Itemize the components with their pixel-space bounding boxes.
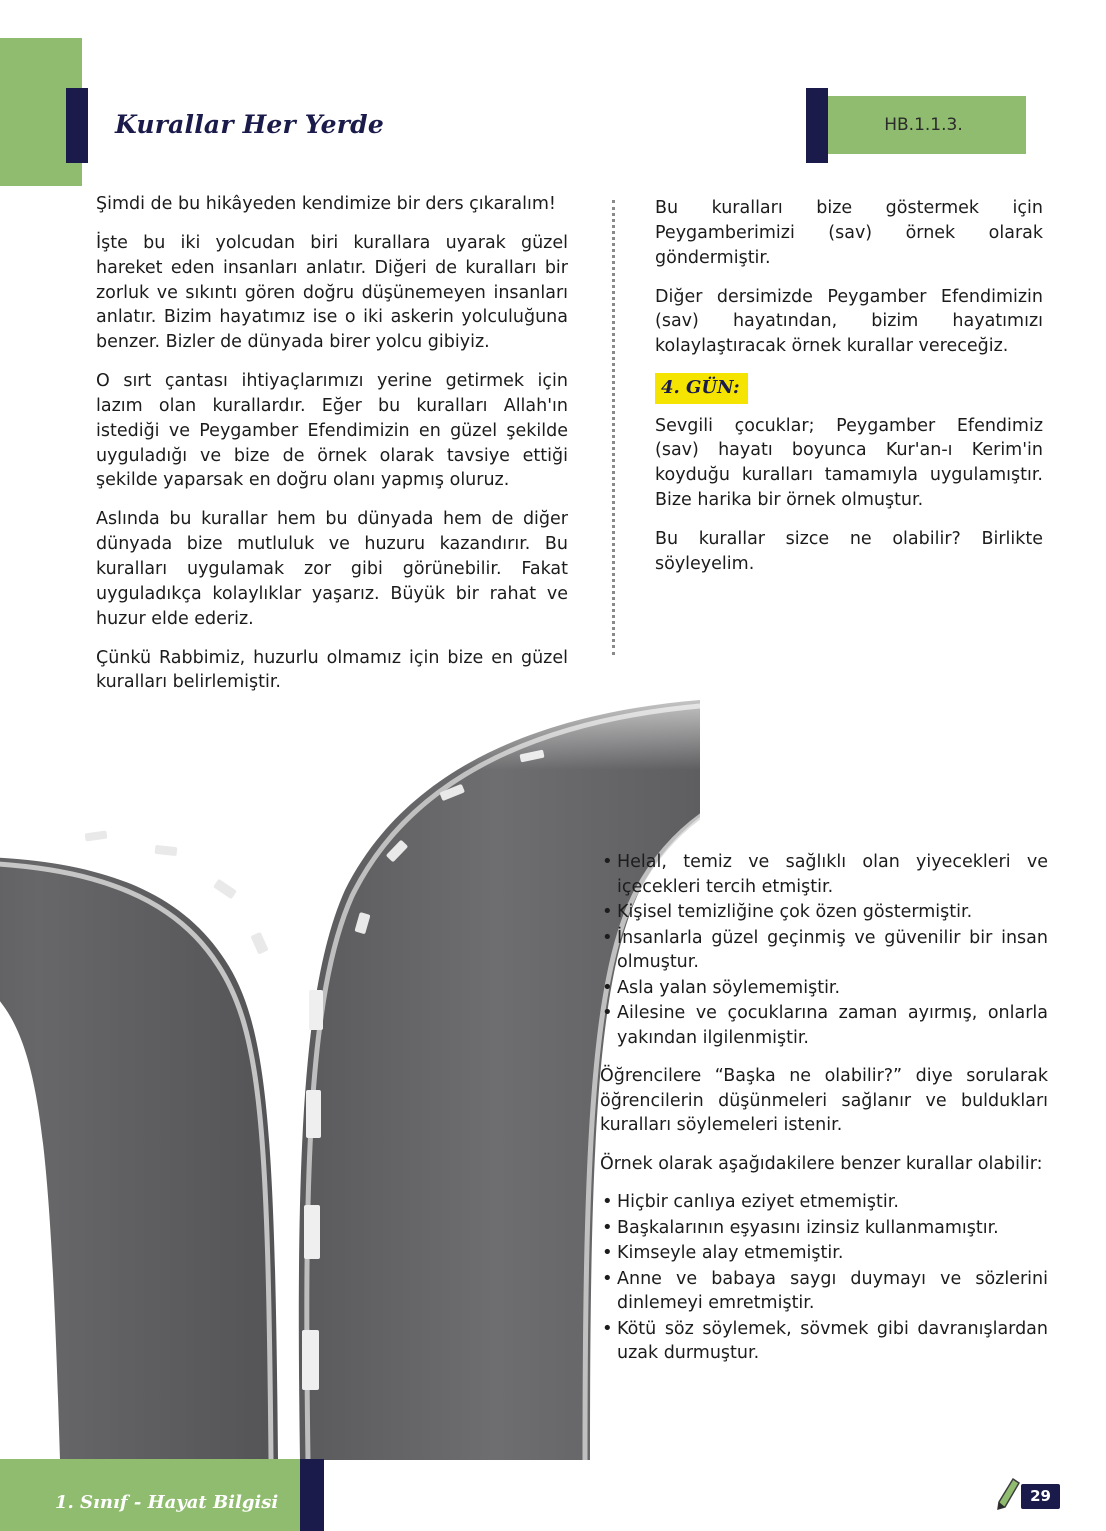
- pencil-icon: [996, 1477, 1022, 1511]
- paragraph: Sevgili çocuklar; Peygamber Efendimiz (sav) hayatı boyunca Kur'an-ı Kerim'in koyduğu kuralları tamamıyla uygulamıştır. Bize harika bir örnek olmuştur.: [655, 415, 1043, 511]
- list-item: • Helal, temiz ve sağlıklı olan yiyecekleri ve içecekleri tercih etmiştir.: [600, 850, 1048, 899]
- left-text-column: [96, 192, 568, 709]
- paragraph: Aslında bu kurallar hem bu dünyada hem de diğer dünyada bize mutluluk ve huzuru kazandırır. Bu kuralları uygulamak zor gibi görünebilir. Fakat uyguladıkça kolaylıklar yaşarız. Büyük bir rahat ve huzur elde ederiz.: [96, 509, 568, 629]
- outcome-code: HB.1.1.3.: [884, 115, 963, 135]
- list-item: • Başkalarının eşyasını izinsiz kullanmamıştır.: [600, 1216, 1048, 1241]
- page-title: Kurallar Her Yerde: [115, 110, 384, 139]
- paragraph: Öğrencilere “Başka ne olabilir?” diye sorularak öğrencilerin düşünmeleri sağlanır ve buldukları kuralları söylemeleri istenir.: [600, 1066, 1048, 1135]
- rules-list-first: [600, 850, 1048, 1050]
- paragraph: O sırt çantası ihtiyaçlarımızı yerine getirmek için lazım olan kurallardır. Eğer bu kuralları Allah'ın istediği ve Peygamber Efendimizin en güzel şekilde uyguladığı ve bize de örnek olarak tavsiye ettiği şekilde yaparsak en doğru olanı yapmış oluruz.: [96, 371, 568, 491]
- column-divider: [612, 200, 615, 655]
- header-navy-bar-left: [66, 88, 88, 163]
- footer-navy-bar: [300, 1459, 324, 1531]
- list-item: • Anne ve babaya saygı duymayı ve sözlerini dinlemeyi emretmiştir.: [600, 1267, 1048, 1316]
- paragraph: İşte bu iki yolcudan biri kurallara uyarak güzel hareket eden insanları anlatır. Diğeri de kuralları bir zorluk ve sıkıntı gören doğru düşünemeyen insanları anlatır. Bizim hayatımız ise o iki askerin yolculuğuna benzer. Bizler de dünyada birer yolcu gibiyiz.: [96, 232, 568, 353]
- page-number: 29: [1021, 1484, 1060, 1509]
- list-item: • İnsanlarla güzel geçinmiş ve güvenilir bir insan olmuştur.: [600, 926, 1048, 975]
- list-item: • Asla yalan söylememiştir.: [600, 976, 1048, 1001]
- paragraph: Bu kurallar sizce ne olabilir? Birlikte söyleyelim.: [655, 528, 1043, 574]
- list-item: • Ailesine ve çocuklarına zaman ayırmış, onlarla yakından ilgilenmiştir.: [600, 1001, 1048, 1050]
- footer-label: 1. Sınıf - Hayat Bilgisi: [55, 1492, 279, 1513]
- paragraph: Örnek olarak aşağıdakilere benzer kurallar olabilir:: [600, 1153, 1043, 1174]
- paragraph: Çünkü Rabbimiz, huzurlu olmamız için bize en güzel kuralları belirlemiştir.: [96, 647, 568, 693]
- list-item: • Kimseyle alay etmemiştir.: [600, 1241, 1048, 1266]
- list-item: • Hiçbir canlıya eziyet etmemiştir.: [600, 1190, 1048, 1215]
- day-badge: 4. GÜN:: [655, 373, 748, 404]
- paragraph: Diğer dersimizde Peygamber Efendimizin (sav) hayatından, bizim hayatımızı kolaylaştıracak örnek kurallar vereceğiz.: [655, 286, 1043, 357]
- list-item: • Kişisel temizliğine çok özen göstermiştir.: [600, 900, 1048, 925]
- list-item: • Kötü söz söylemek, sövmek gibi davranışlardan uzak durmuştur.: [600, 1317, 1048, 1366]
- paragraph: Bu kuralları bize göstermek için Peygamberimizi (sav) örnek olarak göndermiştir.: [655, 198, 1043, 268]
- lower-right-content: [600, 850, 1048, 1380]
- rules-list-second: [600, 1190, 1048, 1366]
- road-illustration: [0, 660, 700, 1460]
- right-text-column: [655, 196, 1043, 591]
- paragraph: Şimdi de bu hikâyeden kendimize bir ders çıkaralım!: [96, 194, 556, 214]
